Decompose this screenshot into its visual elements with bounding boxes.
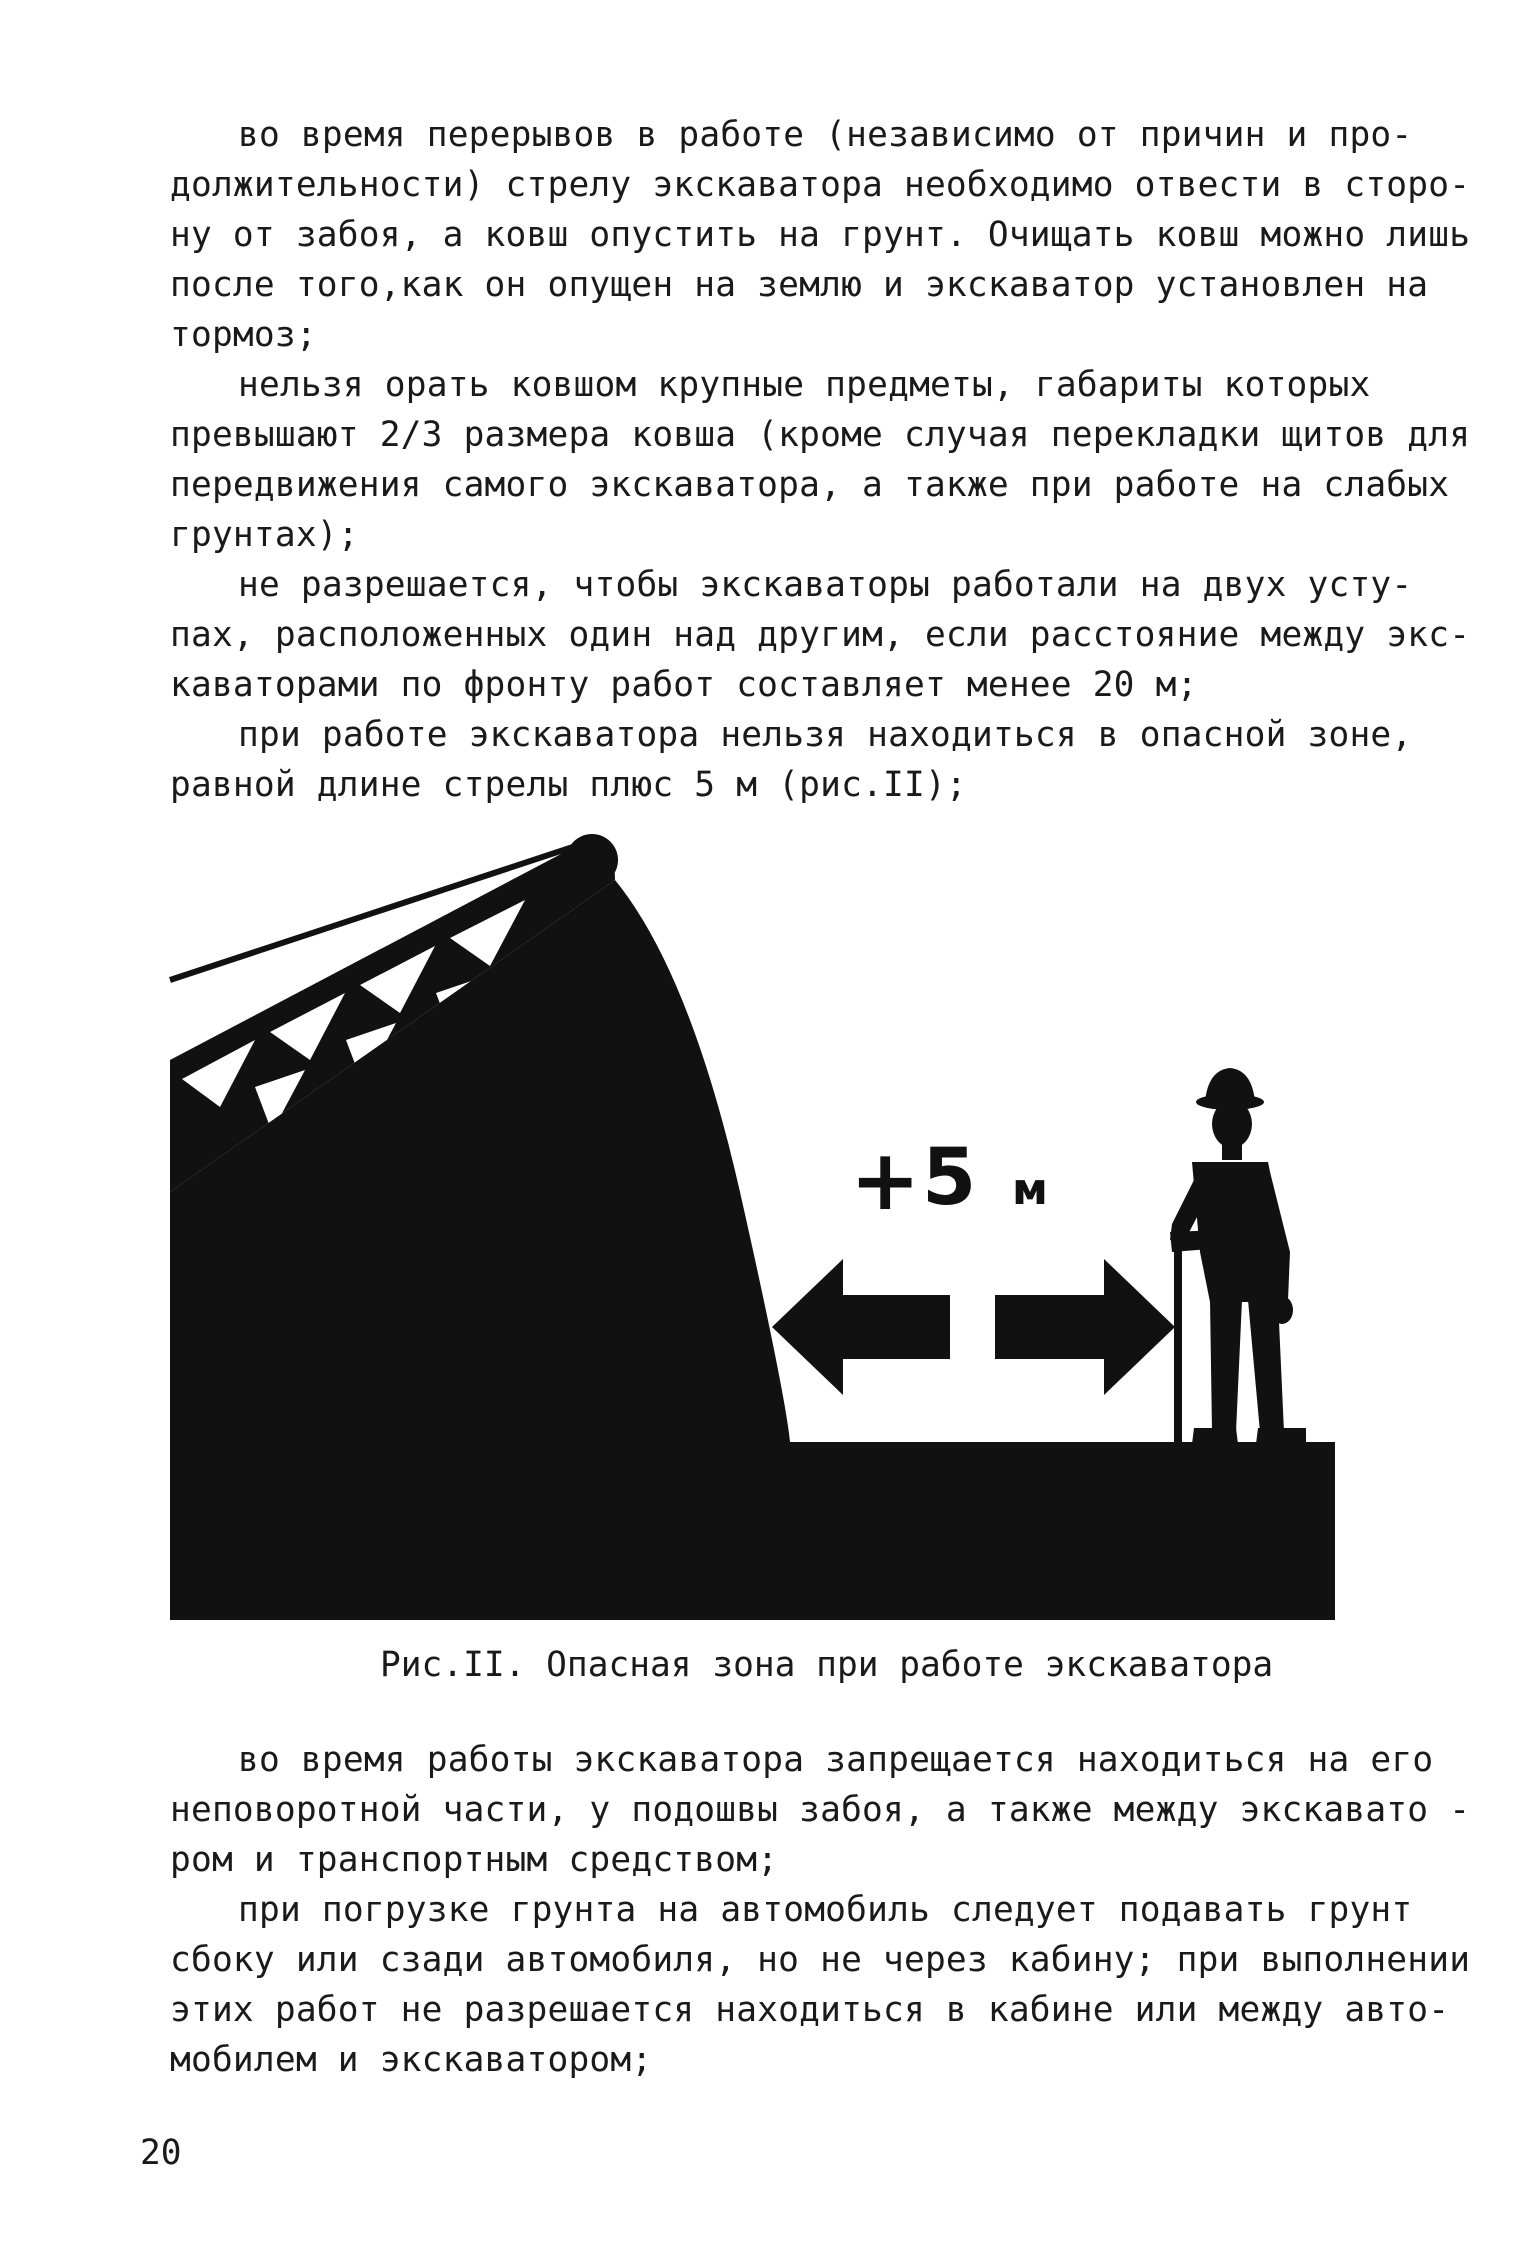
label-unit: м xyxy=(1012,1164,1048,1215)
label-plus: + xyxy=(850,1131,921,1229)
text-line: во время перерывов в работе (независимо от причин и про- xyxy=(238,115,1413,155)
arrow-right xyxy=(995,1259,1175,1395)
text-line: не разрешается, чтобы экскаваторы работали на двух усту- xyxy=(238,565,1413,605)
boom-pulley xyxy=(566,834,618,886)
figure-caption: Рис.II. Опасная зона при работе экскаватора xyxy=(380,1645,1274,1685)
worker-staff xyxy=(1174,1234,1182,1444)
text-line: сбоку или сзади автомобиля, но не через кабину; при выполнении xyxy=(170,1940,1471,1980)
text-line: превышают 2/3 размера ковша (кроме случая перекладки щитов для xyxy=(170,415,1471,455)
danger-zone-figure xyxy=(160,832,1340,1632)
body-text-bottom xyxy=(170,1735,1471,2085)
text-line: грунтах); xyxy=(170,515,359,555)
text-line: каваторами по фронту работ составляет менее 20 м; xyxy=(170,665,1198,705)
ground-block xyxy=(170,1442,1335,1620)
text-line: неповоротной части, у подошвы забоя, а также между экскавато - xyxy=(170,1790,1471,1830)
text-line: при погрузке грунта на автомобиль следует подавать грунт xyxy=(238,1890,1413,1930)
text-line: ром и транспортным средством; xyxy=(170,1840,779,1880)
text-line: передвижения самого экскаватора, а также при работе на слабых xyxy=(170,465,1450,505)
text-line: ну от забоя, а ковш опустить на грунт. Очищать ковш можно лишь xyxy=(170,215,1471,255)
text-line: нельзя орать ковшом крупные предметы, габариты которых xyxy=(238,365,1371,405)
text-line: пах, расположенных один над другим, если расстояние между экс- xyxy=(170,615,1471,655)
worker-figure xyxy=(1170,1068,1306,1444)
text-line: тормоз; xyxy=(170,315,317,355)
text-line: при работе экскаватора нельзя находиться в опасной зоне, xyxy=(238,715,1413,755)
label-value: 5 xyxy=(922,1133,977,1223)
body-text-top xyxy=(170,110,1471,810)
text-line: во время работы экскаватора запрещается находиться на его xyxy=(238,1740,1434,1780)
page-number: 20 xyxy=(140,2133,182,2173)
text-line: мобилем и экскаватором; xyxy=(170,2040,653,2080)
arrow-left xyxy=(772,1259,950,1395)
text-line: после того,как он опущен на землю и экскаватор установлен на xyxy=(170,265,1429,305)
text-line: равной длине стрелы плюс 5 м (рис.II); xyxy=(170,765,967,805)
text-line: этих работ не разрешается находиться в кабине или между авто- xyxy=(170,1990,1450,2030)
text-line: должительности) стрелу экскаватора необходимо отвести в сторо- xyxy=(170,165,1471,205)
figure-illustration xyxy=(160,832,1340,1632)
